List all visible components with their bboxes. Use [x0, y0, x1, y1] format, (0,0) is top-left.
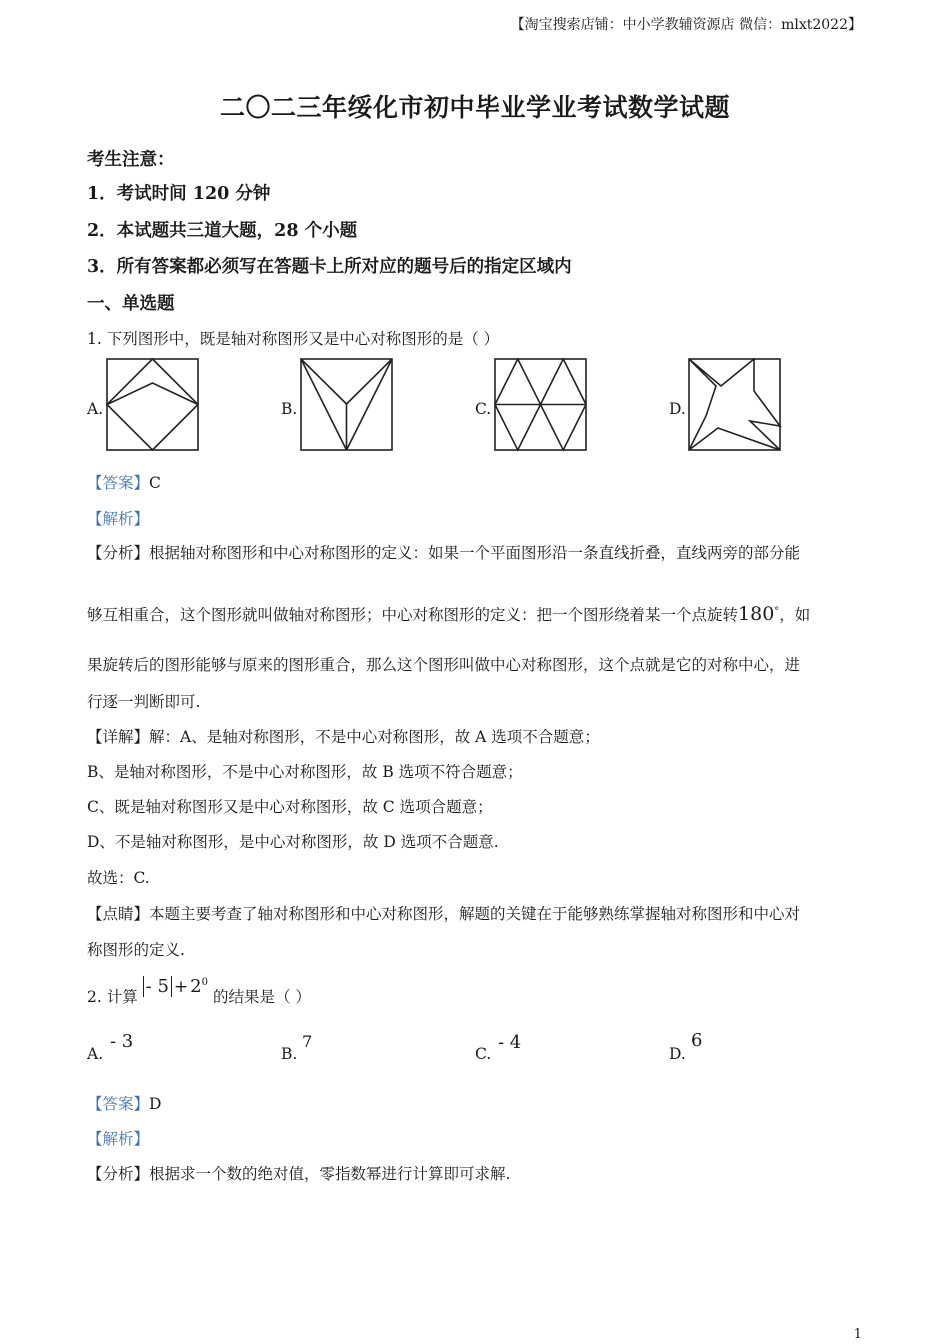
detail-text: C、既是轴对称图形又是中心对称图形，故 C 选项合题意；	[87, 798, 493, 816]
option-value: 7	[302, 1032, 313, 1051]
section-heading: 一、单选题	[87, 294, 175, 314]
notice-item: 2．本试题共三道大题，28 个小题	[87, 221, 358, 241]
analysis-text	[87, 603, 810, 625]
option-label: C.	[475, 1045, 492, 1063]
power-exponent: 0	[201, 977, 208, 988]
question-1-stem: 1. 下列图形中，既是轴对称图形又是中心对称图形的是（ ）	[87, 330, 500, 348]
option-label: D.	[669, 1045, 686, 1063]
degree-symbol: °	[774, 605, 780, 617]
notice-item: 3．所有答案都必须写在答题卡上所对应的题号后的指定区域内	[87, 257, 572, 277]
answer-line	[87, 1092, 161, 1114]
option-value: - 4	[498, 1032, 522, 1053]
answer-line	[87, 471, 161, 493]
analysis-text: 【分析】根据求一个数的绝对值，零指数幂进行计算即可求解.	[87, 1165, 511, 1183]
answer-value: D	[149, 1095, 162, 1113]
stem-suffix: 的结果是（ ）	[212, 988, 311, 1006]
detail-text: 【详解】解：A、是轴对称图形，不是中心对称图形，故 A 选项不合题意；	[87, 728, 600, 746]
page-number: 1	[853, 1327, 862, 1342]
remark-text: 称图形的定义.	[87, 941, 185, 959]
option-label: B.	[281, 400, 298, 418]
answer-tag: 【答案】	[87, 1095, 150, 1113]
analysis-tag: 【解析】	[87, 510, 150, 528]
analysis-tag: 【解析】	[87, 1130, 150, 1148]
remark-text: 【点睛】本题主要考查了轴对称图形和中心对称图形，解题的关键在于能够熟练掌握轴对称图形和中心对	[87, 905, 801, 923]
option-label: D.	[669, 400, 686, 418]
answer-value: C	[149, 474, 161, 492]
notice-item: 1．考试时间 120 分钟	[87, 184, 271, 204]
figure-option-b	[300, 358, 394, 452]
stem-prefix: 2. 计算	[87, 988, 138, 1006]
detail-text: D、不是轴对称图形，是中心对称图形，故 D 选项不合题意.	[87, 833, 499, 851]
figure-option-d	[688, 358, 782, 452]
page-title: 二〇二三年绥化市初中毕业学业考试数学试题	[219, 93, 730, 122]
analysis-text-part: 够互相重合，这个图形就叫做轴对称图形；中心对称图形的定义：把一个图形绕着某一个点旋转	[87, 606, 739, 624]
option-label: A.	[87, 400, 104, 418]
power-base: 2	[190, 976, 202, 997]
option-label: C.	[475, 400, 492, 418]
option-value: 6	[691, 1030, 703, 1051]
option-value: - 3	[110, 1031, 134, 1052]
notice-heading: 考生注意：	[87, 150, 175, 170]
abs-value: - 5	[143, 976, 172, 997]
header-note: 【淘宝搜索店铺：中小学教辅资源店 微信：mlxt2022】	[510, 17, 862, 33]
analysis-text: 行逐一判断即可.	[87, 693, 201, 711]
figure-option-c	[494, 358, 588, 452]
angle-value: 180	[738, 603, 775, 625]
question-2-stem	[87, 976, 311, 1007]
option-label: B.	[281, 1045, 298, 1063]
figure-option-a	[106, 358, 200, 452]
analysis-text-part: ，如	[779, 606, 811, 624]
plus-sign: +	[173, 977, 189, 997]
answer-tag: 【答案】	[87, 474, 150, 492]
analysis-text: 【分析】根据轴对称图形和中心对称图形的定义：如果一个平面图形沿一条直线折叠，直线两旁的部分能	[87, 544, 801, 562]
detail-text: B、是轴对称图形，不是中心对称图形，故 B 选项不符合题意；	[87, 763, 523, 781]
detail-text: 故选：C.	[87, 869, 150, 887]
option-label: A.	[87, 1045, 104, 1063]
expression	[143, 976, 208, 997]
analysis-text: 果旋转后的图形能够与原来的图形重合，那么这个图形叫做中心对称图形，这个点就是它的对称中心，进	[87, 656, 801, 674]
